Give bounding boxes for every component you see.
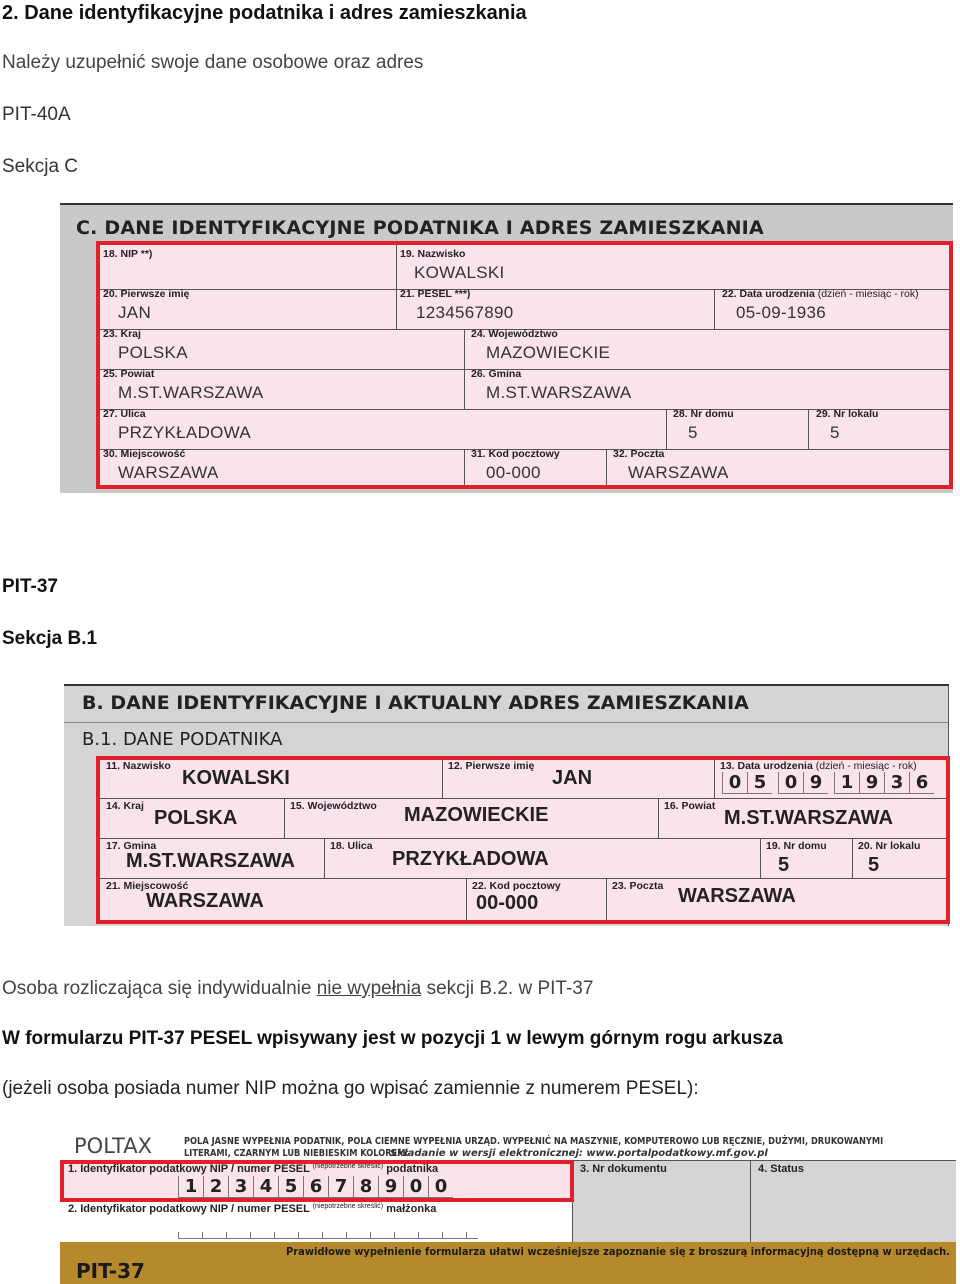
pesel-value: 1234567890 <box>416 303 514 322</box>
pit40a-section: Sekcja C <box>2 156 79 177</box>
data-urodzenia-value: 05-09-1936 <box>736 303 826 322</box>
nazwisko-value: KOWALSKI <box>182 767 290 789</box>
data-urodzenia-label: 13. Data urodzenia (dzień - miesiąc - rok) <box>720 760 917 772</box>
date-digit: 3 <box>884 772 909 794</box>
highlight-box <box>96 241 953 489</box>
highlight-box <box>96 756 950 924</box>
kraj-value: POLSKA <box>154 807 238 829</box>
powiat-label: 25. Powiat <box>103 368 155 380</box>
imie-label: 12. Pierwsze imię <box>448 760 535 772</box>
gmina-label: 26. Gmina <box>471 368 522 380</box>
nr-domu-value: 5 <box>778 854 790 876</box>
pesel-digit: 3 <box>228 1176 253 1198</box>
nr-lokalu-label: 20. Nr lokalu <box>858 840 921 852</box>
pesel-digit: 8 <box>353 1176 378 1198</box>
ulica-value: PRZYKŁADOWA <box>392 848 549 870</box>
miejscowosc-label: 21. Miejscowość <box>106 880 189 892</box>
wojewodztwo-label: 15. Województwo <box>290 800 377 812</box>
instruction-line-3: Składanie w wersji elektronicznej: www.portalpodatkowy.mf.gov.pl <box>390 1148 768 1159</box>
kraj-label: 23. Kraj <box>103 328 141 340</box>
imie-value: JAN <box>552 767 593 789</box>
pesel-digit: 4 <box>253 1176 278 1198</box>
nr-domu-value: 5 <box>688 423 698 442</box>
wojewodztwo-label: 24. Województwo <box>471 328 558 340</box>
date-digit: 9 <box>859 772 884 794</box>
nr-lokalu-value: 5 <box>868 854 880 876</box>
miejscowosc-value: WARSZAWA <box>118 463 219 482</box>
poczta-value: WARSZAWA <box>678 885 796 907</box>
nip-note: (jeżeli osoba posiada numer NIP można go wpisać zamiennie z numerem PESEL): <box>2 1078 699 1099</box>
gmina-value: M.ST.WARSZAWA <box>486 383 632 402</box>
section-b2-note: Osoba rozliczająca się indywidualnie nie wypełnia sekcji B.2. w PIT-37 <box>2 978 594 999</box>
ulica-label: 27. Ulica <box>103 408 146 420</box>
pesel-digit: 7 <box>328 1176 353 1198</box>
poltax-logo: POLTAX <box>74 1134 152 1158</box>
pit37-section-b1-form <box>64 684 949 926</box>
instruction-line-2: LITERAMI, CZARNYM LUB NIEBIESKIM KOLOREM. <box>184 1148 409 1159</box>
nr-dokumentu-label: 3. Nr dokumentu <box>580 1163 667 1175</box>
nazwisko-value: KOWALSKI <box>414 263 505 282</box>
identyfikator-2-label: 2. Identyfikator podatkowy NIP / numer PESEL $^{(niepotrzebne skreślić)}$ małżonka <box>68 1203 437 1215</box>
nr-lokalu-value: 5 <box>830 423 840 442</box>
wojewodztwo-value: MAZOWIECKIE <box>404 804 549 826</box>
status-label: 4. Status <box>758 1163 804 1175</box>
instruction-line-1: POLA JASNE WYPEŁNIA PODATNIK, POLA CIEMNE WYPEŁNIA URZĄD. WYPEŁNIĆ NA MASZYNIE, KOMPUTEROWO LUB RĘCZNIE, DUŻYMI, DRUKOWANYMI <box>184 1136 884 1147</box>
pesel-digit: 2 <box>203 1176 228 1198</box>
kod-pocztowy-label: 31. Kod pocztowy <box>471 448 560 460</box>
ulica-label: 18. Ulica <box>330 840 373 852</box>
poczta-label: 23. Poczta <box>612 880 664 892</box>
miejscowosc-value: WARSZAWA <box>146 890 264 912</box>
ulica-value: PRZYKŁADOWA <box>118 423 252 442</box>
pit37-form-code: PIT-37 <box>76 1259 145 1283</box>
pesel-digit: 1 <box>178 1176 203 1198</box>
nr-domu-label: 19. Nr domu <box>766 840 827 852</box>
pit37-subsection-title: B.1. DANE PODATNIKA <box>82 729 283 750</box>
pesel-digit: 0 <box>403 1176 428 1198</box>
powiat-value: M.ST.WARSZAWA <box>118 383 264 402</box>
poczta-value: WARSZAWA <box>628 463 729 482</box>
pesel-label: 21. PESEL ***) <box>400 288 471 300</box>
date-digit: 1 <box>834 772 859 794</box>
brochure-banner <box>60 1242 956 1284</box>
pit37-header-form <box>60 1130 956 1284</box>
intro-text: Należy uzupełnić swoje dane osobowe oraz adres <box>2 52 424 73</box>
identyfikator-1-label: 1. Identyfikator podatkowy NIP / numer PESEL $^{(niepotrzebne skreślić)}$ podatnika <box>68 1163 439 1175</box>
pesel-digit: 6 <box>303 1176 328 1198</box>
miejscowosc-label: 30. Miejscowość <box>103 448 186 460</box>
kod-pocztowy-value: 00-000 <box>486 463 541 482</box>
nr-domu-label: 28. Nr domu <box>673 408 734 420</box>
date-digit: 0 <box>778 772 803 794</box>
date-digit: 5 <box>747 772 772 794</box>
identyfikator-2-boxes <box>178 1232 478 1239</box>
powiat-label: 16. Powiat <box>664 800 716 812</box>
gmina-label: 17. Gmina <box>106 840 157 852</box>
date-digit: 6 <box>909 772 934 794</box>
powiat-value: M.ST.WARSZAWA <box>724 807 893 829</box>
kod-pocztowy-value: 00-000 <box>476 892 539 914</box>
nip-label: 18. NIP **) <box>103 248 153 260</box>
imie-label: 20. Pierwsze imię <box>103 288 190 300</box>
pit37-label: PIT-37 <box>2 576 58 597</box>
kraj-label: 14. Kraj <box>106 800 144 812</box>
kod-pocztowy-label: 22. Kod pocztowy <box>472 880 561 892</box>
pesel-digit: 0 <box>428 1176 453 1198</box>
date-digit: 0 <box>722 772 747 794</box>
data-urodzenia-label: 22. Data urodzenia (dzień - miesiąc - rok) <box>722 288 919 300</box>
nazwisko-label: 11. Nazwisko <box>106 760 171 772</box>
pit37-section-title: B. DANE IDENTYFIKACYJNE I AKTUALNY ADRES ZAMIESZKANIA <box>82 692 749 714</box>
wojewodztwo-value: MAZOWIECKIE <box>486 343 611 362</box>
pit40a-section-title: C. DANE IDENTYFIKACYJNE PODATNIKA I ADRES ZAMIESZKANIA <box>76 217 764 239</box>
pesel-digit: 9 <box>378 1176 403 1198</box>
poczta-label: 32. Poczta <box>613 448 665 460</box>
pesel-digit: 5 <box>278 1176 303 1198</box>
date-digit: 9 <box>803 772 828 794</box>
pesel-position-note: W formularzu PIT-37 PESEL wpisywany jest w pozycji 1 w lewym górnym rogu arkusza <box>2 1028 783 1049</box>
highlight-box <box>60 1160 574 1202</box>
page-heading: 2. Dane identyfikacyjne podatnika i adres zamieszkania <box>2 2 527 24</box>
pit40a-label: PIT-40A <box>2 104 71 125</box>
pit40a-section-c-form <box>60 203 953 493</box>
kraj-value: POLSKA <box>118 343 188 362</box>
brochure-text: Prawidłowe wypełnienie formularza ułatwi wcześniejsze zapoznanie się z broszurą informacyjną dostępną w urzędach. <box>286 1245 950 1258</box>
imie-value: JAN <box>118 303 152 322</box>
pit37-section: Sekcja B.1 <box>2 628 98 649</box>
nr-lokalu-label: 29. Nr lokalu <box>816 408 879 420</box>
gmina-value: M.ST.WARSZAWA <box>126 850 295 872</box>
nazwisko-label: 19. Nazwisko <box>400 248 466 260</box>
